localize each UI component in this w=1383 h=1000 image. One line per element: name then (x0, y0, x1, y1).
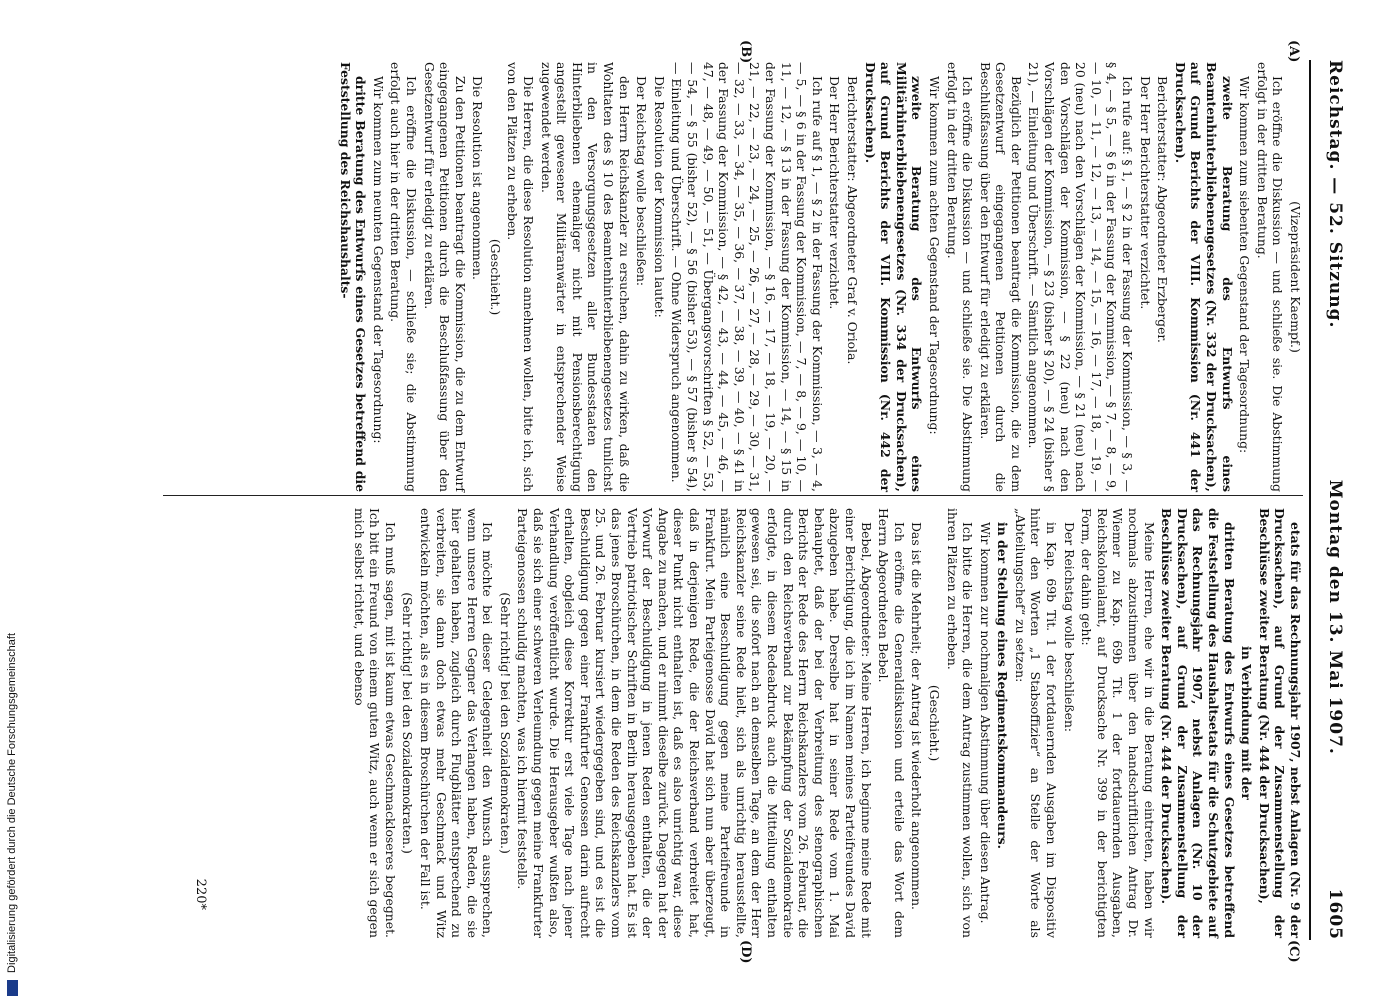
paragraph: Ich möchte bei dieser Gelegenheit den Wunsch aussprechen, wenn unsere Herren Gegner das Verlangen haben, Reden, die sie hier gehalten haben, zugleich durch Flugblätter entsprechend zu verbreiten, sie dann doch etwas mehr Geschmack und Witz entwickeln möchten, als es in diesem Broschürchen der Fall ist. (417, 508, 496, 938)
header-date: Montag den 13. Mai 1907. (1325, 479, 1345, 755)
paragraph: dritten Beratung des Entwurfs eines Gesetzes betreffend die Feststellung des Haushaltsetats für die Schutzgebiete auf das Rechnungsjahr 1907, nebst Anlagen (Nr. 10 der Drucksachen), auf Grund der Zusammenstellung der Beschlüsse zweiter Beratung (Nr. 444 der Drucksachen). (1159, 508, 1237, 938)
dfg-logo-icon (7, 980, 18, 996)
margin-mark-b: (B) (738, 40, 753, 64)
paragraph: dritte Beratung des Entwurfs eines Gesetzes betreffend die Feststellung des Reichshaushalts- (337, 62, 369, 492)
column-divider (163, 495, 1303, 496)
left-column (335, 62, 1303, 492)
paragraph: Wir kommen zum neunten Gegenstand der Tagesordnung: (370, 76, 386, 444)
paragraph: in Kap. 69b Tit. 1 der fortdauernden Ausgaben im Dispositiv hinter den Worten „1 Stabsoffizier“ an Stelle der Worte als „Abteilungschef“ zu setzen: (1012, 508, 1060, 938)
page-header (1315, 60, 1345, 940)
paragraph: Der Herr Berichterstatter verzichtet. (827, 76, 843, 310)
paragraph: Berichterstatter: Abgeordneter Graf v. Oriola. (844, 76, 860, 365)
margin-mark-d: (D) (738, 940, 753, 964)
paragraph: etats für das Rechnungsjahr 1907, nebst Anlagen (Nr. 9 der Drucksachen), auf Grund der Zusammenstellung der Beschlüsse zweiter Beratung (Nr. 444 der Drucksachen), (1256, 508, 1303, 938)
paragraph: Berichterstatter: Abgeordneter Erzberger. (1155, 76, 1171, 343)
margin-mark-c: (C) (1286, 940, 1301, 963)
header-right (1325, 480, 1345, 940)
paragraph: Wir kommen zur nochmaligen Abstimmung über diesen Antrag. (977, 522, 993, 924)
paragraph: Wir kommen zum siebenten Gegenstand der Tagesordnung: (1237, 76, 1253, 454)
signature-mark: 220* (193, 878, 208, 910)
header-left: Reichstag. — 52. Sitzung. (1325, 60, 1345, 329)
paragraph: Die Herren, die diese Resolution annehmen wollen, bitte ich, sich von den Plätzen zu erheben. (505, 62, 537, 492)
paragraph: Die Resolution der Kommission lautet: (651, 76, 667, 318)
paragraph: (Geschieht.) (926, 684, 942, 762)
paragraph: (Sehr richtig! bei den Sozialdemokraten.) (497, 592, 513, 854)
right-column (349, 508, 1303, 938)
paragraph: Das ist die Mehrheit; der Antrag ist wiederholt angenommen. (909, 522, 925, 910)
paragraph: Bebel, Abgeordneter: Meine Herren, ich beginne meine Rede mit einer Berichtigung, die ich im Namen meines Parteifreundes David abzugeben habe. Derselbe hat in seiner Rede vom 1. Mai behauptet, daß der bei der Verbreitung des stenographischen Berichts der Rede des Herrn Reichskanzlers vom 26. Februar, die durch den Reichsverband zur Bekämpfung der Sozialdemokratie erfolgte, in diesem Redeabdruck auch die Mitteilung enthalten gewesen sei, die sofort nach an demselben Tage, an dem der Herr Reichskanzler seine Rede hielt, sich als unrichtig herausstellte, nämlich eine Beschuldigung gegen meine Parteifreunde in Frankfurt. Mein Parteigenosse David hat sich nun aber überzeugt, daß in derjenigen Rede, die der Reichsverband verbreitet hat, dieser Punkt nicht enthalten ist, daß es also unrichtig war, diese Angabe zu machen, und er nimmt dieselbe zurück. Dagegen hat der Vorwurf der Beschuldigung in jenen Reden enthalten, die der Vertrieb patriotischer Schriften in Berlin herausgegeben hat. Es ist das jenes Broschürchen, in dem die Reden des Reichskanzlers vom 25. und 26. Februar kursiert wiedergegeben sind, und es ist die Beschuldigung gegen einer Frankfurter Genossen darin aufrecht erhalten, obgleich diese Korrektur erst viele Tage nach jener Verhandlung veröffentlicht wurde. Die Herausgeber wußten also, daß sie sich einer schweren Verleumdung gegen meine Frankfurter Parteigenossen schuldig machten, was ich hiermit feststelle. (515, 508, 874, 938)
paragraph: Ich eröffne die Diskussion — und schließe sie. Die Abstimmung erfolgt in der dritten Beratung. (1254, 62, 1286, 492)
paragraph: Bezüglich der Petitionen beantragt die Kommission, die zu dem Gesetzentwurf eingegangenen Petitionen durch die Beschlußfassung über den Entwurf für erledigt zu erklären. (977, 62, 1024, 492)
paragraph: (Vizepräsident Kaempf.) (1288, 201, 1303, 353)
paragraph: Ich eröffne die Generaldiskussion und erteile das Wort dem Herrn Abgeordneten Bebel. (876, 508, 907, 938)
paragraph: Der Reichstag wolle beschließen: (634, 76, 650, 287)
paragraph: (Geschieht.) (487, 238, 503, 316)
paragraph: Der Reichstag wolle beschließen: (1061, 522, 1077, 733)
paragraph: (Sehr richtig! bei den Sozialdemokraten.) (400, 592, 416, 854)
page-number: 1605 (1325, 888, 1345, 940)
paragraph: Die Resolution ist angenommen. (470, 76, 486, 280)
paragraph: Meine Herren, ehe wir in die Beratung eintreten, haben wir nochmals abzustimmen über den handschriftlichen Antrag Dr. Wiemer zu Kap. 69b Tit. 1 der fortdauernden Ausgaben, Reichskolonialamt, auf Drucksache Nr. 399 in der berichtigten Form, der dahin geht: (1079, 508, 1157, 938)
paragraph: Wir kommen zum achten Gegenstand der Tagesordnung: (926, 76, 942, 435)
paragraph: zweite Beratung des Entwurfs eines Beamtenhinterbliebenengesetzes (Nr. 332 der Drucksachen), auf Grund Berichts der VIII. Kommission (Nr. 441 der Drucksachen). (1172, 62, 1235, 492)
credit-text: Digitalisierung gefördert durch die Deutsche Forschungsgemeinschaft (6, 632, 18, 973)
paragraph: Ich rufe auf: § 1, — § 2 in der Fassung der Kommission, — § 3, — § 4, — § 5, — § 6 in der Fassung der Kommission, — § 7, — 8, — 9, — 10, — 11, — 12, — 13, — 14, — 15, — 16, — 17, — 18, — 19, — 20 (neu) nach den Vorschlägen der Kommission, — § 21 (neu) nach den Vorschlägen der Kommission, — § 22 (neu) nach den Vorschlägen der Kommission, — § 23 (bisher § 20), — § 24 (bisher § 21), — Einleitung und Überschrift. — Sämtlich angenommen. (1026, 62, 1136, 492)
header-rule (1309, 60, 1311, 940)
paragraph: Ich bitte die Herren, die dem Antrag zustimmen wollen, sich von ihren Plätzen zu erheben. (944, 508, 976, 938)
paragraph: in der Stellung eines Regimentskommandeurs. (995, 522, 1011, 849)
paragraph: Der Herr Berichterstatter verzichtet. (1137, 76, 1153, 310)
paragraph: in Verbindung mit der (1239, 646, 1255, 800)
paragraph: Ich muß sagen, mit ist kaum etwas Geschmackloseres begegnet. Ich bitt ein Freund von einem guten Witz, auch wenn er sich gegen mich selbst richtet, und ebenso (351, 508, 398, 938)
paragraph: Ich rufe auf § 1, — § 2 in der Fassung der Kommission, — 3, — 4, — 5, — § 6 in der Fassung der Kommission, — 7, — 8, — 9, — 10, — 11, — 12, — § 13 in der Fassung der Kommission, — 14, — § 15 in der Fassung der Kommission, — § 16, — 17, — 18, — 19, — 20, — 21, — 22, — 23, — 24, — 25, — 26, — 27, — 28, — 29, — 30, — 31, — 32, — 33, — 34, — 35, — 36, — 37, — 38, — 39, — 40, — § 41 in der Fassung der Kommission, — § 42, — 43, — 44, — 45, — 46, — 47, — 48, — 49, — 50, — 51, — Übergangsvorschriften § 52, — 53, — 54, — § 55 (bisher 52), — § 56 (bisher 53), — § 57 (bisher § 54), — Einleitung und Überschrift. — Ohne Widerspruch angenommen. (669, 62, 825, 492)
paragraph: zweite Beratung des Entwurfs eines Militärhinterbliebenengesetzes (Nr. 334 der Drucksachen), auf Grund Berichts der VIII. Kommission (Nr. 442 der Drucksachen). (862, 62, 925, 492)
digitization-credit (6, 616, 28, 996)
paragraph: Zu den Petitionen beantragt die Kommission, die zu dem Entwurf eingegangenen Petitionen durch die Beschlußfassung über den Gesetzentwurf für erledigt zu erklären. (421, 62, 468, 492)
paragraph: Ich eröffne die Diskussion, — schließe sie; die Abstimmung erfolgt auch hier in der dritten Beratung. (388, 62, 419, 492)
paragraph: den Herrn Reichskanzler zu ersuchen, dahin zu wirken, daß die Wohltaten des § 10 des Beamtenhinterbliebenengesetzes tunlichst in den Versorgungsgesetzen aller Bundesstaaten den Hinterbliebenen ehemaliger nicht mit Pensionsberechtigung angestellt gewesener Militäranwärter in entsprechender Weise zugewendet werden. (538, 62, 632, 492)
paragraph: Ich eröffne die Diskussion — und schließe sie. Die Abstimmung erfolgt in der dritten Beratung. (944, 62, 976, 492)
margin-mark-a: (A) (1286, 40, 1301, 63)
